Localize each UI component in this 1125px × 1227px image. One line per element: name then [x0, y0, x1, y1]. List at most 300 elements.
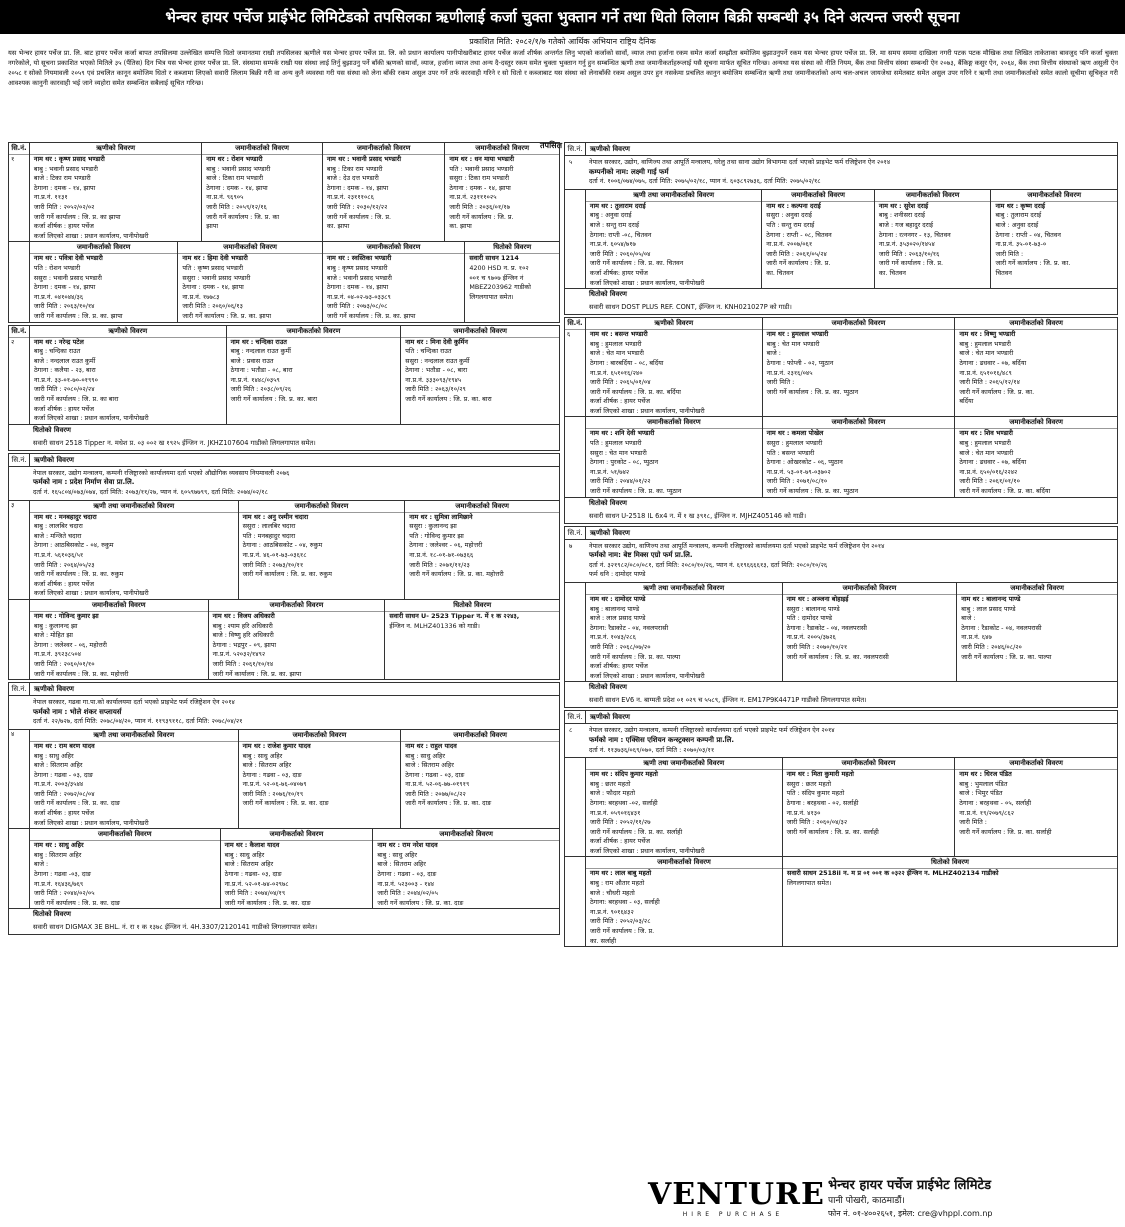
detail-line: नाम थर : अञ्जना बोहाइई — [786, 595, 849, 603]
detail-line: ठेगाना : दमक - १४, झापा — [33, 183, 96, 192]
detail-line: ना.प्र.नं. १८-०१-७१-०७३६६ — [409, 551, 474, 559]
sn-cell: सि.नं. १ — [9, 143, 29, 241]
detail-line: बाजे : भिमुर पंडित — [959, 789, 1003, 798]
footer — [648, 1172, 1118, 1224]
detail-line: नाम थर : पवित्रा देवी भण्डारी — [33, 254, 103, 263]
detail-line: जारी मिति : २०८०/०२/२४ — [33, 385, 95, 394]
detail-line: बाजे : भवानी प्रसाद भण्डारी — [326, 273, 392, 282]
detail-line: कर्जा लिएको शाखा : प्रधान कार्यालय, पानीपोखरी — [589, 406, 705, 415]
guarantor-cell — [585, 417, 762, 496]
cell-title: जमानीकर्ताको विवरण — [323, 242, 464, 254]
detail-line: ना.प्र.नं. ०५९०१६४३१ — [589, 808, 641, 817]
detail-line: नाम थर : नरेन्द्र पटेल — [33, 337, 84, 346]
detail-line: पति : दामोदर पाण्डे — [786, 614, 833, 623]
detail-line: नाम थर : कमला पोखेल — [766, 429, 824, 438]
detail-line: बाबु : अनुवा दराई — [589, 211, 632, 220]
guarantor-cell — [444, 143, 559, 241]
detail-line: नाम थर : स्वस्तिका भण्डारी — [326, 254, 392, 263]
detail-line: नाम थर : कैलाश यादव — [224, 841, 280, 850]
cell-title: जमानीकर्ताको विवरण — [178, 242, 321, 254]
detail-line: ठेगाना : जलेश्वर - ०६, महोत्तरी — [409, 541, 483, 550]
detail-line: ना.प्र.नं. १४४८/०३५९ — [230, 375, 280, 384]
borrower-cell — [585, 758, 782, 856]
guarantor-cell — [322, 242, 464, 321]
detail-line: जारी गर्ने कार्यालय : जि. प्र. का — [206, 212, 280, 221]
collateral-cell — [384, 600, 559, 679]
detail-line: ठेगाना : गढवा - ०३, दाङ — [242, 770, 302, 779]
collateral-cell — [782, 857, 1117, 946]
guarantor-cell — [400, 730, 559, 828]
detail-line: ठेगाना: बरहथवा - ०३, सर्लाही — [590, 898, 660, 907]
list-label: तपसिल — [540, 141, 563, 150]
firm-name: फर्मको नाम : एक्सिस एशियन कन्स्ट्रक्सन कम्पनी प्रा.लि. — [589, 735, 734, 744]
right-column — [564, 142, 1118, 949]
detail-line: बाजे : चेत मान भण्डारी — [959, 448, 1014, 457]
detail-line: बाजे : — [766, 349, 781, 358]
cell-title: जमानीकर्ताको विवरण — [239, 730, 401, 742]
detail-line: ठेगाना : फोप्ली - ०२, प्युठान — [766, 358, 834, 367]
guarantor-cell — [761, 190, 874, 288]
detail-line: ठेगाना : रत्ननगर - १३, चितवन — [878, 230, 951, 239]
detail-line: ठेगाना : ढधवार - ०७, बर्दिया — [959, 358, 1027, 367]
detail-line: ससुरा : लालबिर चदारा — [242, 522, 296, 531]
detail-line: बाबु : लालबिर चदारा — [33, 522, 83, 531]
detail-line: ससुरा : भवानी प्रसाद भण्डारी — [33, 273, 102, 282]
detail-line: नाम थर : साधु अहिर — [33, 841, 84, 850]
guarantor-cell — [404, 501, 559, 599]
detail-line: नाम थर : हुमलाल भण्डारी — [766, 330, 829, 339]
detail-line: जारी मिति : २०६०/०१/१० — [33, 659, 95, 668]
cell-title: जमानीकर्ताको विवरण — [405, 501, 559, 513]
cell-title: जमानीकर्ताको विवरण — [586, 857, 782, 869]
detail-line: ठेगाना : दमक - १४, झापा — [206, 183, 268, 192]
detail-line: जारी मिति : २०५२/०३/२८ — [590, 917, 651, 926]
cell-title: जमानीकर्ताको विवरण — [401, 730, 559, 742]
detail-line: बाबु : साधु अहिर — [377, 850, 417, 859]
borrower-cell — [585, 583, 782, 681]
detail-line: बाबु : शनीसरा दराई — [878, 211, 926, 220]
detail-line: जारी गर्ने कार्यालय : जि. प्र. का. बारा — [405, 395, 492, 404]
loan-entry-8: सि.नं. ऋणीको विवरण ८ नेपाल सरकार, उद्योग मन्त्रालय, कम्पनी रजिष्ट्रारको कार्यालयमा दर्ता भएको प्राइभेट फर्म रजिष्ट्रेशन ऐन २०१४ फर्मको नाम : एक्सिस एशियन कन्स्ट्रक्सन कम्पनी प्रा.लि. दर्ता नं. ११३७३६/०६९/०७०, दर्ता मिति : २०७०/०३/११ ऋणी तथा जमानीकर्ताको विवरण नाम थर : संदिप कुमार महतो बाबु : छतर महतो बाजे : फौदार महतो ठेगाना: बरहथवा -०२, सर्लाही ना.प्र.नं. ०५९०१६४३१ जारी मिति : २०५२/११/२७ जारी गर्ने कार्यालय : जि. प्र. का. सर्लाही कर्जा शीर्षक : हायर पर्चेज कर्जा लिएको शाखा : प्रधान कार्यालय, पानीपोखरी जमानीकर्ताको विवरण नाम थर : मिता कुमारी महतो ससुरा : छतर महतो पति : संदिप कुमार महतो ठेगाना : बरहथवा - ०२, सर्लाही ना.प्र.नं. ४१३० जारी मिति : २०६०/०४/३२ जारी गर्ने कार्यालय : जि. प्र. का. सर्लाही जमानीकर्ताको विवरण नाम थर : धिरज पंडित बाबु : भुमलाल पंडित बाजे : भिमुर पंडित ठेगाना : बरहथवा - ०५, सर्लाही ना.प्र.नं. १९/२०७९/८६२ जारी मिति : जारी गर्ने कार्यालय : जि. प्र. का. सर्लाही जमानीकर्ताको विवरण नाम थर : लाल बाबु महतो बाबु : राम औतार महतो बाजे : चौधरी महतो ठेगाना: बरहथवा - ०३, सर्लाही ना.प्र.नं. ९०१६४३२ जारी मिति : २०५२/०३/२८ जारी गर्ने कार्यालय : जि. प्र. का. सर्लाही धितोको विवरण सवारी साधन 2518il न. म प्र ०१ ००१ क ०३२२ ईन्जिन न. MLHZ402134 गाडीको लिगलगापात समेत। — [564, 710, 1118, 947]
detail-line: जारी गर्ने कार्यालय : जि. प्र. का. बारा — [230, 395, 318, 404]
entry-1-row-1 — [9, 143, 559, 242]
detail-line: नाम थर : सुरेश दराई — [878, 201, 929, 210]
detail-line: जारी मिति : — [995, 249, 1024, 258]
detail-line: बाबु : भवानी प्रसाद भण्डारी — [206, 164, 271, 173]
detail-line: ठेगाना : बरहथवा - ०५, सर्लाही — [959, 798, 1032, 807]
detail-line: कर्जा लिएको शाखा : प्रधान कार्यालय, पानीपोखरी — [589, 846, 705, 855]
detail-line: कर्जा शीर्षक : हायर पर्चेज — [589, 837, 650, 846]
detail-line: नाम थर : चन्दिका राउत — [230, 337, 287, 346]
detail-line: जारी मिति : २०६३/१०/१६ — [878, 249, 940, 258]
cell-title: जमानीकर्ताको विवरण — [239, 501, 405, 513]
detail-line: पति : संदिप कुमार महतो — [786, 789, 845, 798]
detail-line: बाजे : फौदार महतो — [589, 789, 636, 798]
detail-line: नाम थर : दामोदर पाण्डे — [589, 595, 646, 603]
detail-line: का. चितवन — [878, 268, 906, 277]
detail-line: जारी गर्ने कार्यालय : जि. प्र. — [326, 212, 392, 221]
detail-line: बाजे : सितराम अहिर — [377, 860, 426, 869]
cell-title: जमानीकर्ताको विवरण — [783, 758, 955, 770]
detail-line: ठेगाना : भतौडा - ०८, बारा — [230, 366, 293, 375]
detail-line: ना.प्र.नं. ४६-०१-७३-०३६१८ — [242, 551, 307, 559]
detail-line: बाजे : देउ दत्त भण्डारी — [326, 174, 379, 183]
detail-line: कर्जा लिएको शाखा : प्रधान कार्यालय, पानीपोखरी — [33, 818, 149, 827]
detail-line: बाबु : बालानन्द पाण्डे — [589, 604, 640, 613]
guarantor-cell — [238, 501, 405, 599]
cell-title: जमानीकर्ताको विवरण — [586, 417, 762, 429]
detail-line: बाबु : हुमलाल भण्डारी — [589, 339, 642, 348]
detail-line: सवारी साधन U- 2523 Tipper न. में १ क २२४३, — [389, 611, 520, 620]
detail-line: ना.प्र.नं. १६४३६/७६९ — [33, 879, 84, 888]
detail-line: जारी मिति : २०४४/०२/०५ — [377, 889, 438, 898]
firm-details: ८ नेपाल सरकार, उद्योग मन्त्रालय, कम्पनी रजिष्ट्रारको कार्यालयमा दर्ता भएको प्राइभेट फर्म रजिष्ट्रेशन ऐन २०१४ फर्मको नाम : एक्सिस एशियन कन्स्ट्रक्सन कम्पनी प्रा.लि. दर्ता नं. ११३७३६/०६९/०७०, दर्ता मिति : २०७०/०३/११ — [565, 724, 1117, 758]
detail-line: पति : मनबहादुर चदारा — [242, 531, 296, 540]
detail-line: जारी गर्ने कार्यालय : जि. प्र. का. प्युठान — [589, 487, 682, 496]
guarantor-cell — [201, 143, 322, 241]
detail-line: ना.प्र.नं. ६४७ — [961, 633, 992, 642]
borrower-cell — [29, 143, 201, 241]
detail-line: ना.प्र.नं. ३५-०१-७३-० — [995, 240, 1047, 249]
detail-line: ना.प्र.नं. ६५०/०१६/२२४२ — [959, 467, 1018, 476]
cell-title: जमानीकर्ताको विवरण — [30, 242, 177, 254]
detail-line: पति : चन्दिका राउत — [405, 347, 452, 356]
detail-line: बाजे : सितराम अहिर — [33, 761, 83, 770]
detail-line: ना.प्र.नं. २३१६/०४५ — [766, 368, 813, 377]
guarantor-cell — [372, 829, 559, 908]
cell-title: धितोको विवरण — [783, 857, 1117, 869]
loan-entry-4: सि.नं. ऋणीको विवरण नेपाल सरकार, गढवा गा.पा.को कार्यालयमा दर्ता भएको प्राइभेट फर्म रजिष्ट्रेशन ऐन २०१४ फर्मको नाम : भोले शंकर सप्लायर्स दर्ता नं. २२/७२७, दर्ता मिति: २०७८/०४/२०, प्यान नं. ११९३९११८, दर्ता मिति: २०७८/०४/२१ ४ ऋणी तथा जमानीकर्ताको विवरण नाम थर : राम बरण यादव बाबु : साधु अहिर बाजे : सितराम अहिर ठेगाना : गढवा - ०३, दाङ ना.प्र.नं. २००३/३५४४ जारी मिति : २०७२/०८/०४ जारी गर्ने कार्यालय : जि. प्र. का. दाङ कर्जा शीर्षक : हायर पर्चेज कर्जा लिएको शाखा : प्रधान कार्यालय, पानीपोखरी जमानीकर्ताको विवरण नाम थर : राजेश कुमार यादव बाबु : साधु अहिर बाजे : सितराम अहिर ठेगाना : गढवा - ०३, दाङ ना.प्र.नं. ५२-०६-७६-०४०७९ जारी मिति : २०७६/१०/१९ जारी गर्ने कार्यालय : जि. प्र. का. दाङ जमानीकर्ताको विवरण नाम थर : राहुल यादव बाबु : साधु अहिर बाजे : सितराम अहिर ठेगाना : गढवा - ०३, दाङ ना.प्र.नं. ५२-०६-७७-०१९१९ जारी मिति : २०७७/०८/२२ जारी गर्ने कार्यालय : जि. प्र. का. दाङ जमानीकर्ताको विवरण नाम थर : साधु अहिर बाबु : सितराम अहिर बाजे : ठेगाना : गढवा -०३, दाङ ना.प्र.नं. १६४३६/७६९ जारी मिति : २०४४/०२/०५ जारी गर्ने कार्यालय : जि. प्र. का. दाङ जमानीकर्ताको विवरण नाम थर : कैलाश यादव बाबु : साधु अहिर बाजे : सितराम अहिर ठेगाना : गढवा- ०३, दाङ ना.प्र.नं. ५२-०१-७४-०२९७८ जारी मिति : २०७४/०४/१९ जारी गर्ने कार्यालय : जि. प्र. का. दाङ जमानीकर्ताको विवरण नाम थर : राम नरेश यादव बाबु : साधु अहिर बाजे : सितराम अहिर ठेगाना : गढवा - ०३, दाङ ना.प्र.नं. ५२३००३ - १४४ जारी मिति : २०४४/०२/०५ जारी गर्ने कार्यालय : जि. प्र. का. दाङ धितोको विवरण सवारी साधन DIGMAX 3E BHL. नं. रा १ क १३७८ ईन्जिन नं. 4H.3307/2120141 गाडीको लिगलगापात समेत। — [8, 682, 560, 935]
detail-line: ससुरा : कुलानन्द झा — [409, 522, 457, 531]
detail-line: ना.प्र.नं. ०४१०४४/३६ — [33, 292, 84, 301]
detail-line: ना.प्र.नं. १९/२०७९/८६२ — [959, 808, 1015, 817]
detail-line: ना.प्र.नं. ५२०३२/१४९२ — [212, 650, 266, 659]
detail-line: ना.प्र.नं. २००५/३७२६ — [786, 633, 836, 642]
detail-line: बाजे : सन्तु राम दराई — [589, 220, 640, 229]
cell-title: ऋणी तथा जमानीकर्ताको विवरण — [586, 583, 782, 595]
detail-line: जारी मिति : २०७४/०४/१९ — [224, 889, 286, 898]
guarantor-cell — [782, 758, 955, 856]
detail-line: बाबु : राम औतार महतो — [590, 879, 645, 888]
detail-line: ठेगाना : गढवा - ०३, दाङ — [405, 770, 465, 779]
detail-line: जारी गर्ने कार्यालय : जि. प्र. का झापा — [33, 212, 121, 221]
cell-title: जमानीकर्ताको विवरण — [445, 143, 559, 155]
detail-line: जारी मिति : २०७६/१०/१९ — [242, 789, 304, 798]
detail-line: ना.प्र.नं. ५२-०६-७६-०४०७९ — [242, 780, 307, 789]
detail-line: ना.प्र.नं. १७७८३ — [182, 292, 220, 301]
detail-line: ना.प्र.नं. ३५३०२०/१४५४ — [878, 240, 935, 249]
detail-line: नाम थर : शनि देवी भण्डारी — [589, 429, 655, 438]
detail-line: जारी मिति : २०६५/१२/१४ — [959, 378, 1020, 387]
notice-title-banner — [0, 0, 1125, 34]
detail-line: नाम थर : हिमा देवी भण्डारी — [182, 254, 248, 263]
detail-line: बाजे : लाल प्रसाद पाण्डे — [589, 614, 646, 623]
detail-line: जारी मिति : २०६०/०५/०४ — [589, 249, 651, 258]
detail-line: नाम थर : राजेश कुमार यादव — [242, 741, 311, 750]
collateral-cell: धितोको विवरण सवारी साधन DOST PLUS REF. CONT, ईन्जिन न. KNH021027P को गाडी। — [589, 290, 792, 312]
detail-line: बाजे : चेत मान भण्डारी — [959, 349, 1014, 358]
detail-line: बाजे : गज बहादुर दराई — [878, 220, 934, 229]
detail-line: बाबु : छतर महतो — [589, 779, 631, 788]
detail-line: जारी गर्ने कार्यालय : जि. प्र. का. महोत्तरी — [33, 669, 129, 678]
entry-1-row-2 — [9, 242, 559, 321]
detail-line: कर्जा लिएको शाखा : प्रधान कार्यालय, पानीपोखरी — [589, 671, 705, 680]
detail-line: बाबु : तुलाराम दराई — [995, 211, 1042, 220]
detail-line: जारी मिति : २०६३/१०/१४ — [33, 302, 95, 311]
cell-title: ऋणी तथा जमानीकर्ताको विवरण — [586, 758, 782, 770]
detail-line: ठेगाना : दमक - १४, झापा — [449, 183, 511, 192]
detail-line: बाबु : भुमलाल पंडित — [959, 779, 1008, 788]
firm-name: फर्मको नाम : भोले शंकर सप्लायर्स — [33, 707, 122, 716]
detail-line: जारी गर्ने कार्यालय : जि. प्र. — [766, 259, 831, 268]
guarantor-cell — [954, 758, 1117, 856]
detail-line: बाजे : अनुवा दराई — [995, 220, 1039, 229]
detail-line: बाबु : कृष्ण प्रसाद भण्डारी — [326, 263, 388, 272]
detail-line: बाबु : साधु अहिर — [242, 751, 283, 760]
collateral-cell: धितोको विवरण सवारी साधन DIGMAX 3E BHL. नं. रा १ क १३७८ ईन्जिन नं. 4H.3307/2120141 गाडीको लिगलगापात समेत। — [33, 910, 318, 932]
detail-line: ससुरा : छतर महतो — [786, 779, 832, 788]
detail-line: ठेगाना : गढवा - ०३, दाङ — [33, 770, 93, 779]
detail-line: ठेगाना : बरहथवा - ०२, सर्लाही — [786, 798, 859, 807]
cell-title: जमानीकर्ताको विवरण — [955, 417, 1117, 429]
detail-line: जारी मिति : २०६१/१०/१४ — [212, 659, 274, 668]
detail-line: बाजे : — [33, 860, 49, 869]
detail-line: जारी मिति : २०३०/१२/२२ — [326, 202, 388, 211]
detail-line: नाम थर : मनबहादुर चदारा — [33, 512, 97, 521]
cell-title: जमानीकर्ताको विवरण — [957, 583, 1117, 595]
company-phone-email: फोन नं. ०१-४००२६५१, इमेल: cre@vhppl.com.np — [828, 1208, 993, 1218]
detail-line: जारी गर्ने कार्यालय : जि. प्र. का. — [959, 387, 1035, 396]
sn-cell: सि.नं. ६ — [565, 318, 585, 416]
detail-line: जारी गर्ने कार्यालय : जि. प्र. का. दाङ — [33, 799, 120, 808]
cell-title: जमानीकर्ताको विवरण — [227, 326, 401, 338]
detail-line: जारी मिति : २०७३/०८/०८ — [326, 302, 388, 311]
detail-line: कर्जा शीर्षक : हायर पर्चेज — [33, 222, 94, 231]
detail-line: जारी मिति : २०४४/०२/०५ — [33, 889, 95, 898]
detail-line: नाम थर : राम बरण यादव — [33, 741, 95, 750]
detail-line: बाबु : सितराम अहिर — [33, 850, 82, 859]
detail-line: ना.प्र.नं. ५३-०१-७९-०३७०२ — [766, 467, 831, 476]
detail-line: नाम थर : धन माया भण्डारी — [449, 155, 515, 163]
detail-line: का. झापा — [326, 222, 350, 231]
cell-title: जमानीकर्ताको विवरण — [30, 829, 220, 841]
detail-line: ठेगाना : दमक - १४, झापा — [326, 283, 389, 292]
detail-line: ना.प्र.नं. ११३१ — [33, 193, 68, 202]
collateral-cell: धितोको विवरण सवारी साधन 2518 Tipper न. मधेश प्र. ०३ ००२ ख १९२५ ईन्जिन न. JKHZ107604 गाडीको लिगलगापात समेत। — [33, 425, 316, 447]
cell-title: जमानीकर्ताको विवरण — [783, 583, 957, 595]
firm-name: फर्मको नाम: बेष्ट मिक्स एग्रो फर्म प्रा.लि. — [589, 551, 693, 560]
detail-line: जारी मिति : २०७२/०८/०४ — [33, 789, 95, 798]
detail-line: जारी गर्ने कार्यालय : जि. प्र. का. दाङ — [242, 799, 329, 808]
detail-line: नाम थर : राहुल यादव — [405, 741, 457, 750]
firm-details: ५ नेपाल सरकार, उद्योग, वाणिज्य तथा आपूर्ति मन्त्रालय, घरेलु तथा साना उद्योग विभागमा दर्ता भएको प्राइभेट फर्म रजिष्ट्रेशन ऐन २०१४ कम्पनीको नाम: लक्ष्मी गाई फर्म दर्ता नं. १००६/०७४/०७५, दर्ता मिति: २०७५/०२/१८, प्यान नं. ६०३८९२७३६, दर्ता मिति: २०७५/०२/१८ — [565, 156, 1117, 190]
guarantor-cell — [226, 326, 401, 424]
detail-line: जारी गर्ने कार्यालय : जि. प्र. का. झापा — [182, 311, 271, 320]
detail-line: ठेगाना : गढवा -०३, दाङ — [33, 870, 91, 879]
detail-line: नाम थर : कृष्ण प्रसाद भण्डारी — [33, 155, 105, 163]
detail-line: 4200 HSD न. प्र. १०२ — [469, 263, 529, 272]
detail-line: नाम थर : अनु रश्मीन चदारा — [242, 512, 309, 521]
detail-line: ठेगाना : भद्रपुर - ०९, झापा — [212, 640, 277, 649]
detail-line: जारी गर्ने कार्यालय : जि. प्र. का. झापा — [33, 311, 123, 320]
loan-entry-6 — [564, 317, 1118, 524]
detail-line: जारी गर्ने कार्यालय : जि. प्र. का. पाल्पा — [961, 652, 1052, 661]
detail-line: जारी गर्ने कार्यालय : जि. प्र. का. बर्दिया — [959, 487, 1051, 496]
detail-line: नाम थर : भवानी प्रसाद भण्डारी — [326, 155, 402, 163]
detail-line: बाबु : श्याम हरि अधिकारी — [212, 621, 273, 630]
detail-line: बाबु : लाल प्रसाद पाण्डे — [961, 604, 1016, 613]
guarantor-cell — [177, 242, 321, 321]
detail-line: ठेगाना : जलेश्वर - ०६, महोत्तरी — [33, 640, 107, 649]
guarantor-cell — [220, 829, 373, 908]
detail-line: ना.प्र.नं. ६०५४/७१७ — [589, 240, 636, 249]
detail-line: जारी मिति : २०७७/०८/२२ — [405, 789, 466, 798]
detail-line: पति : सन्तु राम दराई — [766, 220, 815, 229]
detail-line: जारी मिति : २०५९/१२/१६ — [206, 202, 267, 211]
detail-line: जारी मिति : २०५२/०२/०२ — [33, 202, 95, 211]
firm-details: नेपाल सरकार, उद्योग मन्त्रालय, कम्पनी रजिष्ट्रारको कार्यालयमा दर्ता भएको औद्योगिक व्यवसाय नियमावली २०७६ फर्मको नाम : प्रदेश निर्माण सेवा प्रा.लि. दर्ता नं. १६५८०४/०७३/०७४, दर्ता मिति: २०७३/११/२७, प्यान नं. ६०५९७७९९, दर्ता मिति: २०७४/०२/१८ — [9, 467, 559, 501]
detail-line: जारी मिति : २०७०/१०/२१ — [786, 642, 848, 651]
detail-line: नाम थर : बालानन्द पाण्डे — [961, 595, 1021, 603]
detail-line: ना.प्र.नं. ५२-०१-७४-०२९७८ — [224, 879, 289, 888]
detail-line: बाजे : मन्जिते चदारा — [33, 531, 82, 540]
detail-line: बाबु : चेत मान भण्डारी — [766, 339, 820, 348]
detail-line: बाबु : हुमलाल भण्डारी — [959, 339, 1011, 348]
detail-line: पति : भवानी प्रसाद भण्डारी — [449, 164, 514, 173]
cell-title: जमानीकर्ताको विवरण — [202, 143, 322, 155]
detail-line: ससुरा : नन्दलाल राउत कुर्मी — [405, 356, 470, 365]
detail-line: ००१ च ९७०७ ईन्जिन नं — [469, 273, 524, 282]
detail-line: का. झापा — [449, 222, 472, 231]
detail-line: ठेगाना : दमक - १४, झापा — [33, 283, 96, 292]
detail-line: जारी मिति : २०६८/०७/२० — [589, 642, 651, 651]
detail-line: नाम थर : गोविन्द कुमार झा — [33, 611, 99, 620]
detail-line: जारी गर्ने कार्यालय : जि. प्र. का. रुकुम — [242, 570, 332, 579]
detail-line: जारी गर्ने कार्यालय : जि. प्र. — [878, 259, 944, 268]
detail-line: बाजे : प्रवास राउत — [230, 356, 274, 365]
detail-line: बाजे : सितराम अहिर — [242, 761, 292, 770]
detail-line: बाबु : साधु अहिर — [405, 751, 445, 760]
detail-line: ना.प्र.नं. २००३/३५४४ — [33, 780, 84, 789]
detail-line: जारी मिति : २०६१/०५/२४ — [766, 249, 827, 258]
detail-line: बाबु : हुमलाल भण्डारी — [959, 439, 1011, 448]
detail-line: जारी मिति : — [766, 378, 795, 387]
guarantor-cell — [29, 600, 208, 679]
detail-line: जारी गर्ने कार्यालय : जि. प्र. का. दाङ — [405, 799, 492, 808]
detail-line: जारी गर्ने कार्यालय : जि. प्र. का बारा — [33, 395, 119, 404]
detail-line: जारी गर्ने कार्यालय : जि. प्र. का. — [995, 259, 1071, 268]
cell-title: जमानीकर्ताको विवरण — [30, 600, 208, 612]
detail-line: जारी गर्ने कार्यालय : जि. प्र. का. चितवन — [589, 259, 684, 268]
detail-line: बाबु : चन्दिका राउत — [33, 347, 81, 356]
detail-line: बाजे : चौधरी महतो — [590, 888, 635, 897]
detail-line: ससुरा : हुमलाल भण्डारी — [766, 439, 823, 448]
detail-line: जारी गर्ने कार्यालय : जि. प्र. का. नवलपरासी — [786, 652, 889, 661]
borrower-cell — [29, 730, 238, 828]
firm-details: ७ नेपाल सरकार उद्योग, वाणिज्य तथा आपूर्ति मन्त्रालय, कम्पनी रजिष्ट्रारको कार्यालयमा दर्ता भएको प्राइभेट फर्म रजिष्ट्रेशन ऐन २०१४ फर्मको नाम: बेष्ट मिक्स एग्रो फर्म प्रा.लि. दर्ता नं. ३२१९८२/०८०/०८१, दर्ता मिति: २०८०/१०/२६, प्यान नं. ६१९६६६६१३, दर्ता मिति: २०८०/१०/२६ फर्म धनि : दामोदर पाण्डे — [565, 540, 1117, 583]
detail-line: ना.प्र.नं. २३१११०८६ — [326, 193, 374, 202]
borrower-cell — [585, 318, 762, 416]
detail-line: ससुरा : चेत मान भण्डारी — [589, 448, 647, 457]
detail-line: जारी मिति : २०६४/०५/२३ — [33, 560, 95, 569]
cell-title: जमानीकर्ताको विवरण — [401, 326, 559, 338]
guarantor-cell — [322, 143, 445, 241]
loan-entry-1 — [8, 141, 563, 323]
detail-line: जारी गर्ने कार्यालय : जि. प्र. का. दाङ — [224, 898, 311, 907]
detail-line: जारी गर्ने कार्यालय : जि. प्र. का. सर्लाही — [589, 827, 683, 836]
detail-line: जारी मिति : — [959, 818, 987, 827]
detail-line: जारी गर्ने कार्यालय : जि. प्र. — [590, 927, 655, 936]
detail-line: सवारी साधन 1214 — [469, 254, 519, 263]
detail-line: नाम थर : बसन्त भण्डारी — [589, 330, 648, 339]
detail-line: जारी गर्ने कार्यालय : जि. प्र. का. महोत्तरी — [409, 570, 504, 579]
detail-line: नाम थर : विजय अधिकारी — [212, 611, 275, 620]
detail-line: जारी मिति : २०६०/०६/१३ — [182, 302, 243, 311]
borrower-cell — [29, 326, 226, 424]
detail-line: सवारी साधन 2518il न. म प्र ०१ ००१ क ०३२२ ईन्जिन न. MLHZ402134 गाडीको — [787, 869, 999, 878]
detail-line: ना.प्र.नं. ५२३००३ - १४४ — [377, 879, 435, 888]
venture-logo: VENTURE HIRE PURCHASE — [648, 1176, 825, 1218]
detail-line: ससुरा : भवानी प्रसाद भण्डारी — [182, 273, 251, 282]
cell-title: जमानीकर्ताको विवरण — [373, 829, 559, 841]
detail-line: नाम थर : मिता कुमारी महतो — [786, 770, 854, 779]
detail-line: ना.प्र.नं. ०४-०२-७३-०३३८९ — [326, 292, 391, 301]
detail-line: ठेगाना : राप्ती - ०४, चितवन — [995, 230, 1061, 239]
detail-line: ठेगाना : राप्ती - ०८, चितवन — [766, 230, 832, 239]
detail-line: जारी मिति : २०३६/०१/१७ — [449, 202, 511, 211]
detail-line: नाम थर : धिरज पंडित — [959, 770, 1012, 779]
detail-line: बाजे : टिका राम भण्डारी — [33, 174, 91, 183]
detail-line: जारी गर्ने कार्यालय : जि. प्र. का. बर्दिया — [589, 387, 681, 396]
guarantor-cell — [990, 190, 1117, 288]
detail-line: बाबु : साधु अहिर — [224, 850, 265, 859]
detail-line: कर्जा लिएको शाखा : प्रधान कार्यालय, पानीपोखरी — [589, 278, 705, 287]
detail-line: नाम थर : संदिप कुमार महतो — [589, 770, 658, 779]
detail-line: बाबु : नन्दलाल राउत कुर्मी — [230, 347, 291, 356]
sn-cell: ४ — [11, 729, 15, 738]
detail-line: जारी मिति : २०६५/०१/०४ — [589, 378, 651, 387]
detail-line: बाजे : सितराम अहिर — [224, 860, 274, 869]
detail-line: जारी गर्ने कार्यालय : जि. प्र. का. दाङ — [33, 898, 120, 907]
detail-line: ठेगाना : दमक - १४, झापा — [182, 283, 244, 292]
sn-cell: सि.नं. २ — [9, 326, 29, 424]
guarantor-cell — [29, 242, 177, 321]
detail-line: का. चितवन — [766, 268, 794, 277]
detail-line: बाबु : कुलानन्द झा — [33, 621, 78, 630]
guarantor-cell — [208, 600, 385, 679]
company-name: भेन्चर हायर पर्चेज प्राईभेट लिमिटेड — [828, 1177, 992, 1193]
detail-line: नाम थर : लाल बाबु महतो — [590, 869, 652, 878]
detail-line: बाजे : नन्दलाल राउत कुर्मी — [33, 356, 96, 365]
detail-line: बाजे : विष्णु हरि अधिकारी — [212, 631, 274, 640]
guarantor-cell — [956, 583, 1117, 681]
detail-line: झापा — [206, 222, 219, 231]
detail-line: जारी मिति : २०४४/०१/२२ — [589, 477, 651, 486]
detail-line: जारी गर्ने कार्यालय : जि. प्र. का. झापा — [212, 669, 302, 678]
detail-line: जारी गर्ने कार्यालय : जि. प्र. का. दाङ — [377, 898, 464, 907]
detail-line: ससुरा : टिका राम भण्डारी — [449, 174, 510, 183]
guarantor-cell — [954, 417, 1117, 496]
detail-line: ना.प्र.नं. ५२-०६-७७-०१९१९ — [405, 780, 470, 789]
detail-line: ईन्जिन न. MLHZ401336 को गाडी। — [389, 621, 480, 630]
detail-line: ना.प्र.नं. ६५१०१६/४८९ — [959, 368, 1012, 377]
detail-line: बाबु : टिका राम भण्डारी — [326, 164, 383, 173]
detail-line: ना.प्र.नं. ९६९०५ — [206, 193, 244, 202]
cell-title: जमानीकर्ताको विवरण — [323, 143, 445, 155]
cell-title: ऋणीको विवरण — [586, 318, 762, 330]
detail-line: जारी गर्ने कार्यालय : जि. प्र. का. सर्लाही — [786, 827, 879, 836]
detail-line: ठेगाना : गढवा- ०३, दाङ — [224, 870, 282, 879]
